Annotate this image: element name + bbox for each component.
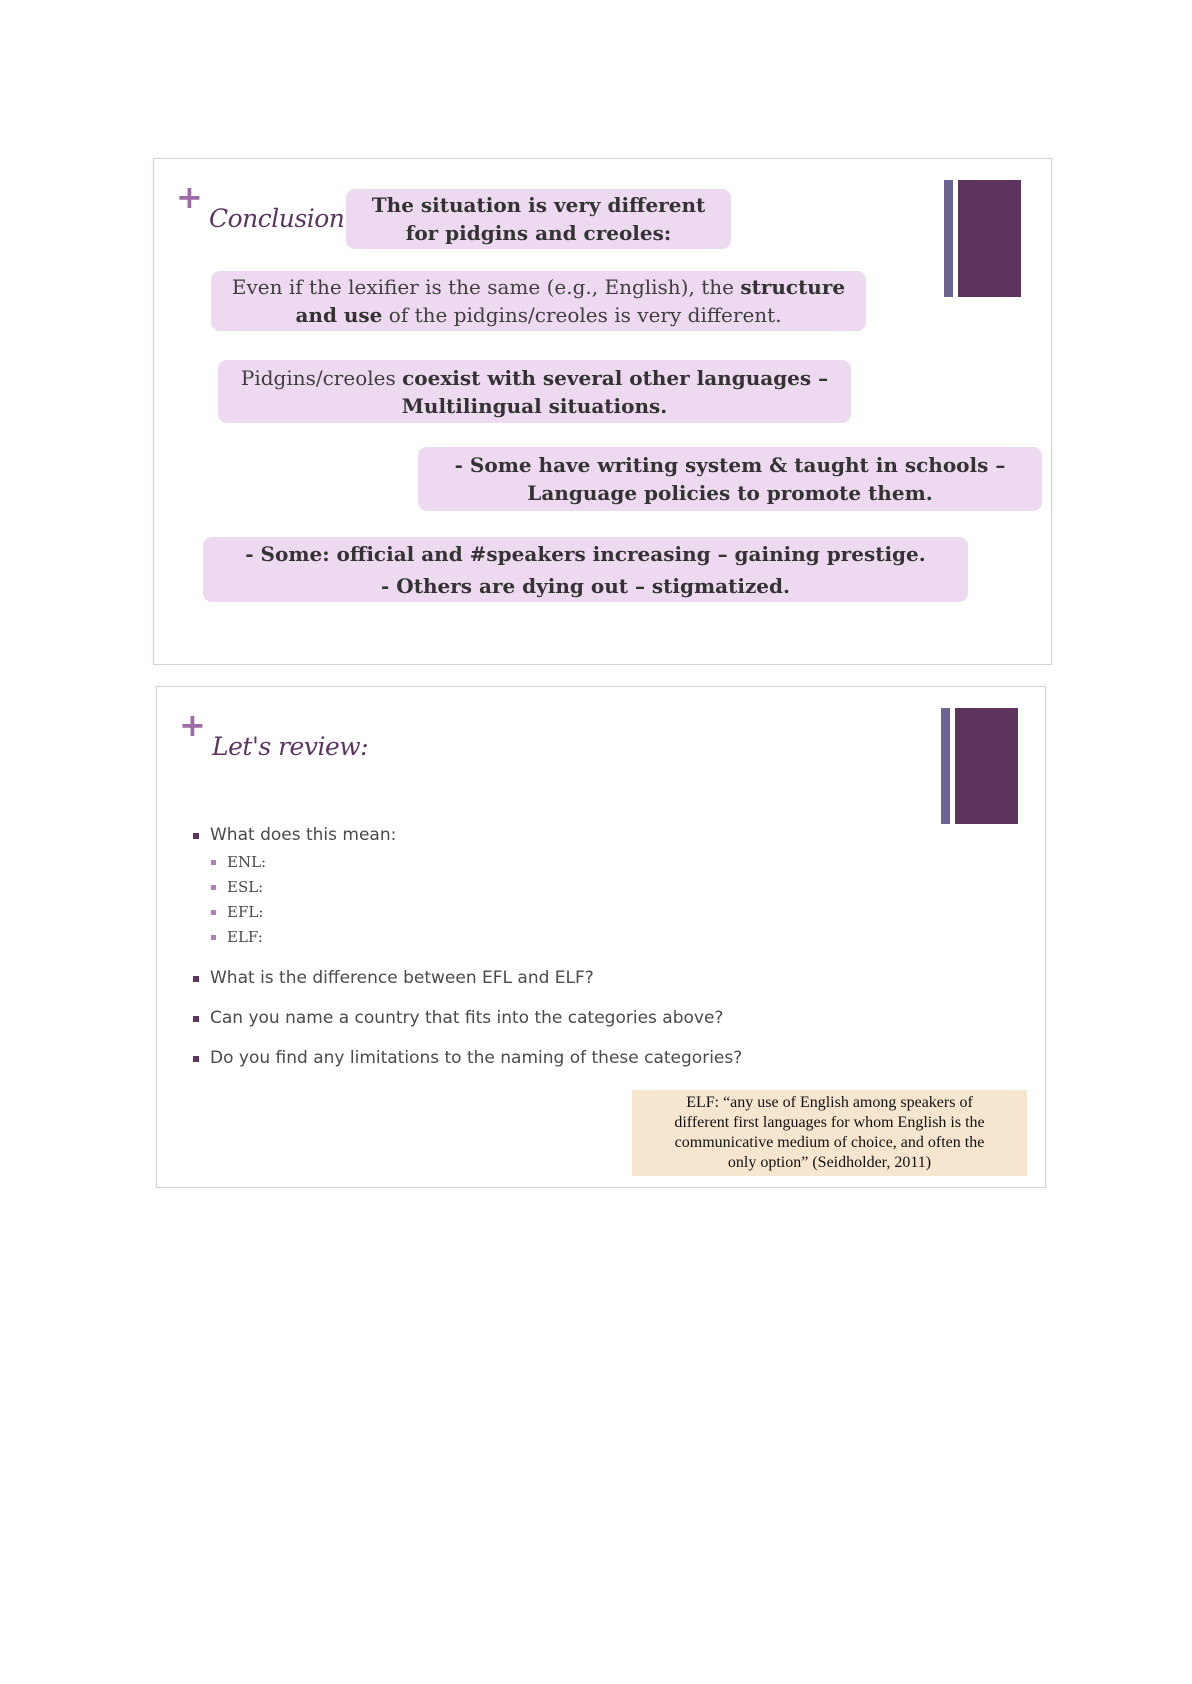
accent-bar-thin xyxy=(944,180,953,297)
bubble-prestige xyxy=(203,537,968,602)
sub-bullet-elf: ELF: xyxy=(227,928,263,946)
coexist-text-1: Pidgins/creoles xyxy=(240,365,403,390)
note-line-2: different first languages for whom English is the xyxy=(674,1114,985,1131)
sub-bullet-enl: ENL: xyxy=(227,853,267,871)
accent-bar-thick xyxy=(958,180,1021,297)
slide-conclusion xyxy=(153,158,1052,665)
sub-bullet-efl: EFL: xyxy=(227,903,264,921)
header-line-2: for pidgins and creoles: xyxy=(405,221,672,245)
coexist-bold-2: Multilingual situations. xyxy=(401,393,668,418)
header-box xyxy=(346,189,731,249)
accent-bar-thin xyxy=(941,708,950,824)
coexist-bold-1: coexist with several other languages – xyxy=(402,365,829,390)
note-line-4: only option” (Seidholder, 2011) xyxy=(727,1154,932,1171)
note-line-3: communicative medium of choice, and often the xyxy=(674,1134,985,1151)
slide-title: Let's review: xyxy=(212,732,369,761)
plus-icon: + xyxy=(176,178,203,216)
plus-icon: + xyxy=(179,706,206,744)
writing-line-2: Language policies to promote them. xyxy=(527,481,933,505)
slide-review xyxy=(156,686,1046,1188)
writing-line-1: - Some have writing system & taught in schools – xyxy=(454,453,1006,477)
accent-bar-thick xyxy=(955,708,1018,824)
elf-definition-note xyxy=(632,1090,1027,1176)
bubble-coexist xyxy=(218,360,851,423)
bubble-writing-system xyxy=(418,447,1042,511)
bullet-difference: What is the difference between EFL and ELF? xyxy=(210,968,594,988)
lexifier-bold-2: and use xyxy=(295,303,383,327)
slide-title: Conclusion xyxy=(209,204,345,233)
bullet-what-mean: What does this mean: xyxy=(210,825,397,845)
lexifier-text-2: of the pidgins/creoles is very different. xyxy=(382,303,782,327)
lexifier-text-1: Even if the lexifier is the same (e.g., English), the xyxy=(231,275,741,299)
prestige-line-1: - Some: official and #speakers increasing – gaining prestige. xyxy=(245,541,926,566)
lexifier-bold-1: structure xyxy=(740,275,846,299)
bullet-country: Can you name a country that fits into the categories above? xyxy=(210,1008,724,1028)
sub-bullet-esl: ESL: xyxy=(227,878,264,896)
prestige-line-2: - Others are dying out – stigmatized. xyxy=(381,573,790,598)
bullet-limitations: Do you find any limitations to the naming of these categories? xyxy=(210,1048,743,1068)
header-line-1: The situation is very different xyxy=(371,193,706,217)
bubble-lexifier xyxy=(211,271,866,331)
note-line-1: ELF: “any use of English among speakers of xyxy=(686,1094,973,1111)
